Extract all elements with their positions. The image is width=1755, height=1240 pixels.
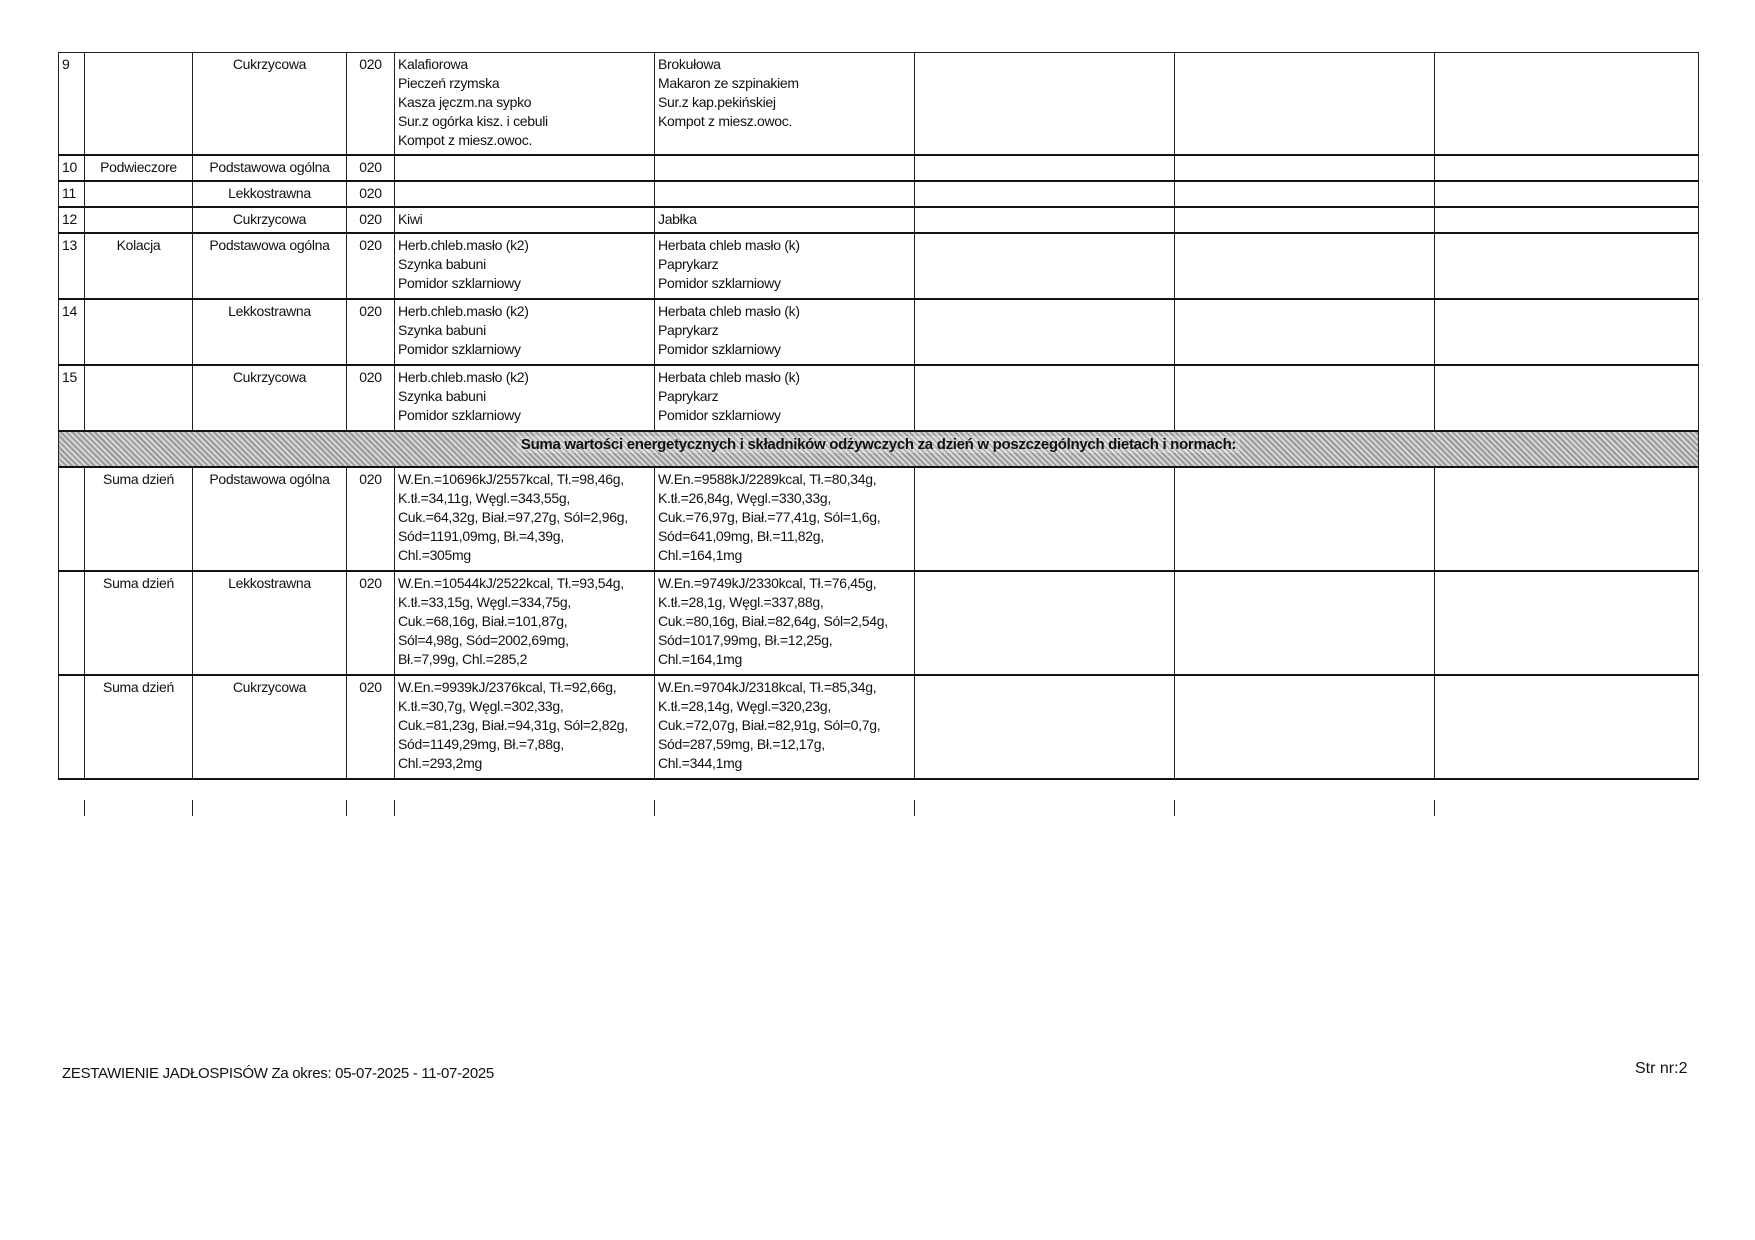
diet-name: Cukrzycowa xyxy=(193,675,347,779)
day1-nutrition: W.En.=9939kJ/2376kcal, Tł.=92,66g, K.tł.=30,7g, Węgl.=302,33g, Cuk.=81,23g, Biał.=94,31g, Sól=2,82g, Sód=1149,29mg, Bł.=7,88g, Chl.=293,2mg xyxy=(395,675,655,779)
row-number: 15 xyxy=(59,365,85,431)
tail-line xyxy=(654,800,655,816)
empty-cell xyxy=(915,53,1175,155)
empty-cell xyxy=(1175,467,1435,571)
meal-name xyxy=(85,181,193,207)
row-number: 9 xyxy=(59,53,85,155)
empty-cell xyxy=(1175,233,1435,299)
diet-code: 020 xyxy=(347,53,395,155)
empty-cell xyxy=(915,299,1175,365)
empty-cell xyxy=(1175,53,1435,155)
empty-cell xyxy=(915,181,1175,207)
day2-nutrition: W.En.=9588kJ/2289kcal, Tł.=80,34g, K.tł.=26,84g, Węgl.=330,33g, Cuk.=76,97g, Biał.=77,41g, Sól=1,6g, Sód=641,09mg, Bł.=11,82g, Chl.=164,1mg xyxy=(655,467,915,571)
day2-dishes: Brokułowa Makaron ze szpinakiem Sur.z kap.pekińskiej Kompot z miesz.owoc. xyxy=(655,53,915,155)
tail-line xyxy=(346,800,347,816)
diet-name: Lekkostrawna xyxy=(193,571,347,675)
empty-cell xyxy=(1435,467,1699,571)
meal-name xyxy=(85,207,193,233)
diet-code: 020 xyxy=(347,233,395,299)
empty-cell xyxy=(1435,675,1699,779)
meal-name xyxy=(85,365,193,431)
table-tail-lines xyxy=(58,800,1698,816)
diet-code: 020 xyxy=(347,365,395,431)
empty-cell xyxy=(1175,675,1435,779)
diet-code: 020 xyxy=(347,571,395,675)
day1-dishes: Herb.chleb.masło (k2) Szynka babuni Pomidor szklarniowy xyxy=(395,299,655,365)
menu-sheet xyxy=(58,52,1698,780)
diet-name: Cukrzycowa xyxy=(193,53,347,155)
row-number: 13 xyxy=(59,233,85,299)
day2-dishes: Herbata chleb masło (k) Paprykarz Pomidor szklarniowy xyxy=(655,365,915,431)
sum-row xyxy=(59,571,1699,675)
sum-label: Suma dzień xyxy=(85,675,193,779)
row-number: 14 xyxy=(59,299,85,365)
day1-dishes: Kiwi xyxy=(395,207,655,233)
day1-dishes xyxy=(395,181,655,207)
empty-cell xyxy=(1175,299,1435,365)
summary-banner-row xyxy=(59,431,1699,467)
day1-dishes: Herb.chleb.masło (k2) Szynka babuni Pomidor szklarniowy xyxy=(395,233,655,299)
summary-banner xyxy=(59,431,1699,467)
tail-line xyxy=(1174,800,1175,816)
empty-cell xyxy=(915,467,1175,571)
diet-code: 020 xyxy=(347,155,395,181)
row-number: 10 xyxy=(59,155,85,181)
sum-row xyxy=(59,467,1699,571)
empty-cell xyxy=(1175,571,1435,675)
empty-cell xyxy=(1175,207,1435,233)
empty-cell xyxy=(1435,53,1699,155)
empty-cell xyxy=(59,467,85,571)
day1-nutrition: W.En.=10696kJ/2557kcal, Tł.=98,46g, K.tł.=34,11g, Węgl.=343,55g, Cuk.=64,32g, Biał.=97,27g, Sól=2,96g, Sód=1191,09mg, Bł.=4,39g, Chl.=305mg xyxy=(395,467,655,571)
empty-cell xyxy=(1435,299,1699,365)
tail-line xyxy=(394,800,395,816)
empty-cell xyxy=(1435,365,1699,431)
sum-row xyxy=(59,675,1699,779)
empty-cell xyxy=(1175,365,1435,431)
table-row xyxy=(59,299,1699,365)
diet-code: 020 xyxy=(347,207,395,233)
day2-dishes: Herbata chleb masło (k) Paprykarz Pomidor szklarniowy xyxy=(655,233,915,299)
table-row xyxy=(59,365,1699,431)
tail-line xyxy=(192,800,193,816)
empty-cell xyxy=(59,675,85,779)
day2-nutrition: W.En.=9749kJ/2330kcal, Tł.=76,45g, K.tł.=28,1g, Węgl.=337,88g, Cuk.=80,16g, Biał.=82,64g, Sól=2,54g, Sód=1017,99mg, Bł.=12,25g, Chl.=164,1mg xyxy=(655,571,915,675)
row-number: 12 xyxy=(59,207,85,233)
empty-cell xyxy=(915,233,1175,299)
empty-cell xyxy=(1175,155,1435,181)
diet-name: Podstawowa ogólna xyxy=(193,155,347,181)
empty-cell xyxy=(1435,571,1699,675)
day2-dishes: Jabłka xyxy=(655,207,915,233)
empty-cell xyxy=(59,571,85,675)
sum-label: Suma dzień xyxy=(85,571,193,675)
empty-cell xyxy=(915,155,1175,181)
diet-name: Podstawowa ogólna xyxy=(193,233,347,299)
table-row xyxy=(59,233,1699,299)
menu-table xyxy=(58,52,1699,780)
empty-cell xyxy=(1175,181,1435,207)
diet-name: Cukrzycowa xyxy=(193,207,347,233)
empty-cell xyxy=(915,365,1175,431)
day1-nutrition: W.En.=10544kJ/2522kcal, Tł.=93,54g, K.tł.=33,15g, Węgl.=334,75g, Cuk.=68,16g, Biał.=101,87g, Sól=4,98g, Sód=2002,69mg, Bł.=7,99g, Chl.=285,2 xyxy=(395,571,655,675)
empty-cell xyxy=(1435,181,1699,207)
day1-dishes: Kalafiorowa Pieczeń rzymska Kasza jęczm.na sypko Sur.z ogórka kisz. i cebuli Kompot z miesz.owoc. xyxy=(395,53,655,155)
empty-cell xyxy=(1435,155,1699,181)
empty-cell xyxy=(915,675,1175,779)
day2-dishes: Herbata chleb masło (k) Paprykarz Pomidor szklarniowy xyxy=(655,299,915,365)
tail-line xyxy=(914,800,915,816)
sum-label: Suma dzień xyxy=(85,467,193,571)
diet-code: 020 xyxy=(347,181,395,207)
day1-dishes xyxy=(395,155,655,181)
meal-name: Podwieczore xyxy=(85,155,193,181)
report-footer-title: ZESTAWIENIE JADŁOSPISÓW Za okres: 05-07-2025 - 11-07-2025 xyxy=(62,1065,494,1082)
table-row xyxy=(59,207,1699,233)
empty-cell xyxy=(915,207,1175,233)
empty-cell xyxy=(915,571,1175,675)
diet-code: 020 xyxy=(347,675,395,779)
diet-code: 020 xyxy=(347,299,395,365)
meal-name xyxy=(85,299,193,365)
page-number: Str nr:2 xyxy=(1635,1060,1688,1077)
table-row xyxy=(59,181,1699,207)
diet-name: Lekkostrawna xyxy=(193,181,347,207)
day2-dishes xyxy=(655,181,915,207)
tail-line xyxy=(1434,800,1435,816)
diet-name: Lekkostrawna xyxy=(193,299,347,365)
day2-dishes xyxy=(655,155,915,181)
day1-dishes: Herb.chleb.masło (k2) Szynka babuni Pomidor szklarniowy xyxy=(395,365,655,431)
diet-code: 020 xyxy=(347,467,395,571)
diet-name: Cukrzycowa xyxy=(193,365,347,431)
meal-name xyxy=(85,53,193,155)
meal-name: Kolacja xyxy=(85,233,193,299)
row-number: 11 xyxy=(59,181,85,207)
day2-nutrition: W.En.=9704kJ/2318kcal, Tł.=85,34g, K.tł.=28,14g, Węgl.=320,23g, Cuk.=72,07g, Biał.=82,91g, Sól=0,7g, Sód=287,59mg, Bł.=12,17g, Chl.=344,1mg xyxy=(655,675,915,779)
table-row xyxy=(59,155,1699,181)
table-row xyxy=(59,53,1699,155)
summary-banner-text: Suma wartości energetycznych i składników odżywczych za dzień w poszczególnych dietach i normach: xyxy=(517,436,1240,453)
diet-name: Podstawowa ogólna xyxy=(193,467,347,571)
empty-cell xyxy=(1435,233,1699,299)
tail-line xyxy=(84,800,85,816)
empty-cell xyxy=(1435,207,1699,233)
